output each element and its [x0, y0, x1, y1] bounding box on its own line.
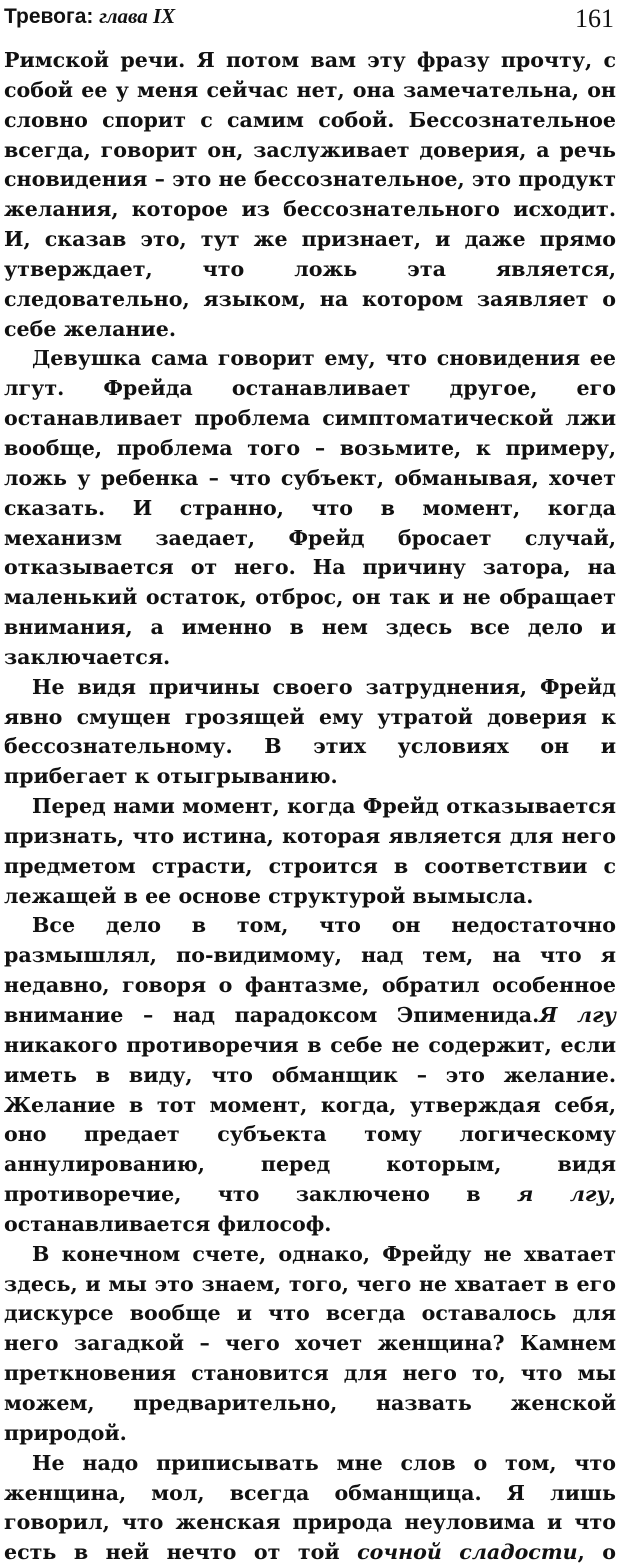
- italic-phrase: сочной сладости: [357, 1540, 578, 1565]
- running-head-chapter: глава IX: [99, 4, 176, 28]
- paragraph: Девушка сама говорит ему, что сновидения ее лгут. Фрейда останавливает другое, его останавливает проблема симптоматической лжи вообще, проблема того – возьмите, к примеру, ложь у ребенка – что субъект, обманывая, хочет сказать. И странно, что в момент, когда механизм заедает, Фрейд бросает случай, отказывается от него. На причину затора, на маленький остаток, отброс, он так и не обращает внимания, а именно в нем здесь все дело и заключается.: [4, 346, 616, 669]
- page-header: [0, 0, 620, 40]
- page-number: 161: [575, 4, 614, 33]
- paragraph: Не видя причины своего затруднения, Фрейд явно смущен грозящей ему утратой доверия к бессознательному. В этих условиях он и прибегает к отыгрыванию.: [4, 674, 616, 789]
- paragraph: Перед нами момент, когда Фрейд отказывается признать, что истина, которая является для него предметом страсти, строится в соответствии с лежащей в ее основе структурой вымысла.: [4, 794, 616, 908]
- paragraph: Не надо приписывать мне слов о том, что женщина, мол, всегда обманщица. Я лишь говорил, что женская природа неуловима и что есть в ней нечто от той сочной сладости, о: [4, 1450, 617, 1565]
- body-text: [4, 46, 616, 1568]
- paragraph: Все дело в том, что он недостаточно размышлял, по-видимому, над тем, на что я недавно, говоря о фантазме, обратил особенное внимание – над парадоксом Эпименида.Я лгу никакого противоречия в себе не содержит, если иметь в виду, что обманщик – это желание. Желание в тот момент, когда, утверждая себя, оно предает субъекта тому логическому аннулированию, перед которым, видя противоречие, что заключено в я лгу, останавливается философ.: [4, 913, 616, 1236]
- paragraph: Римской речи. Я потом вам эту фразу прочту, с собой ее у меня сейчас нет, она замечательна, он словно спорит с самим собой. Бессознательное всегда, говорит он, заслуживает доверия, а речь сновидения – это не бессознательное, это продукт желания, которое из бессознательного исходит. И, сказав это, тут же признает, и даже прямо утверждает, что ложь эта является, следовательно, языком, на котором заявляет о себе желание.: [4, 48, 616, 341]
- paragraph: В конечном счете, однако, Фрейду не хватает здесь, и мы это знаем, того, чего не хватает в его дискурсе вообще и что всегда оставалось для него загадкой – чего хочет женщина? Камнем преткновения становится для него то, что мы можем, предварительно, назвать женской природой.: [4, 1241, 616, 1445]
- italic-phrase: я лгу: [517, 1182, 609, 1207]
- running-head-prefix: Тревога:: [4, 5, 100, 28]
- running-head: [4, 4, 175, 29]
- italic-phrase: Я лгу: [539, 1003, 616, 1027]
